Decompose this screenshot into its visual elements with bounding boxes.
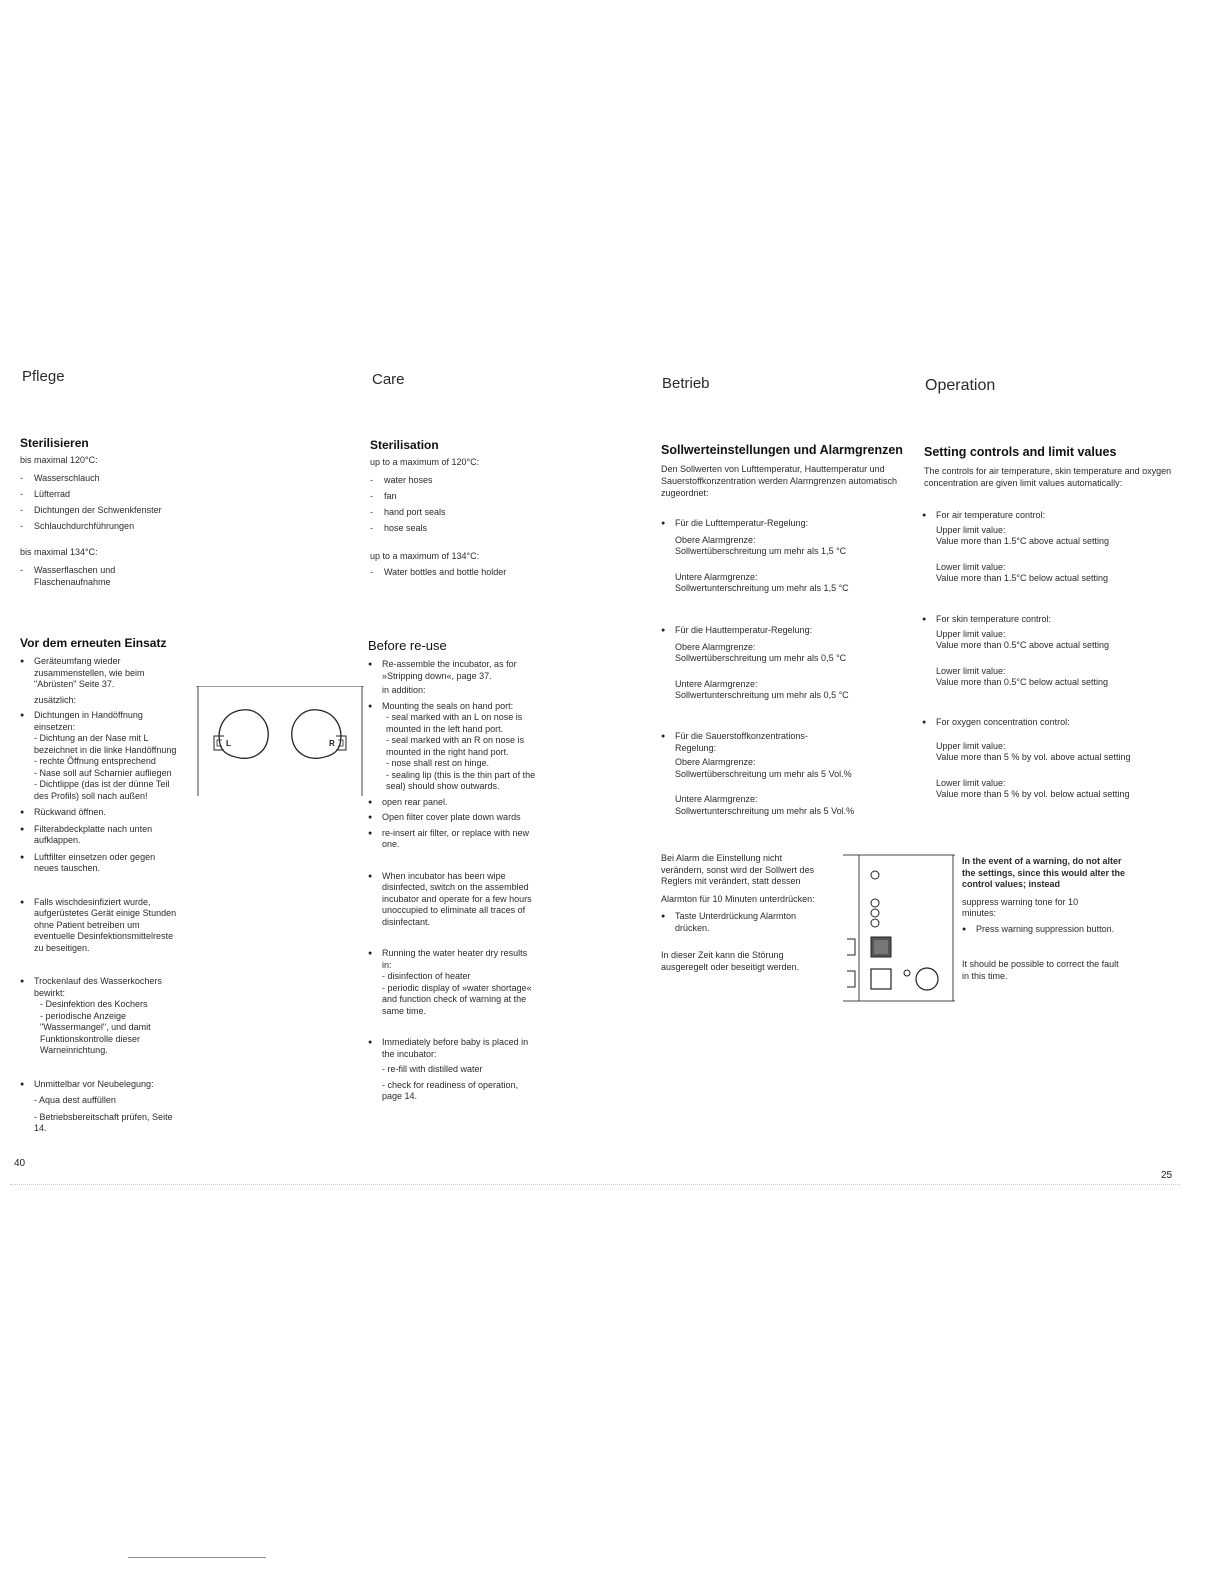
sub-item: - periodische Anzeige "Wassermangel", und damit Funktionskontrolle dieser Warneinrichtung. bbox=[40, 1010, 151, 1055]
seal-label-r: R bbox=[329, 739, 335, 748]
seal-illustration bbox=[196, 686, 364, 796]
vor-item-8: Unmittelbar vor Neubelegung: bbox=[34, 1078, 154, 1089]
sub-item: - sealing lip (this is the thin part of the seal) should show outwards. bbox=[386, 769, 536, 791]
group-title: For oxygen concentration control: bbox=[936, 717, 1070, 727]
before-item-2: Mounting the seals on hand port: bbox=[382, 700, 514, 711]
page-number-right: 25 bbox=[1161, 1170, 1173, 1181]
sub-item: - periodic display of »water shortage« and function check of warning at the same time. bbox=[382, 982, 532, 1016]
bottom-rule bbox=[128, 1557, 266, 1558]
before-item-7-sub bbox=[382, 971, 538, 1017]
before-item-6: When incubator has been wipe disinfected, switch on the assembled incubator and operate for a few hours unoccupied to eliminate all traces of disinfectant. bbox=[382, 870, 532, 927]
vor-item-2-sub bbox=[34, 733, 182, 802]
scan-noise-line bbox=[10, 1184, 1180, 1185]
lower-text: Value more than 0.5°C below actual setting bbox=[936, 677, 1109, 687]
list-item: - Water bottles and bottle holder bbox=[370, 566, 560, 578]
alarm-text: Bei Alarm die Einstellung nicht verändern, sonst wird der Sollwert des Reglers mit verändert, statt dessen bbox=[661, 853, 815, 886]
list-item bbox=[922, 717, 1172, 729]
vor-item-1: Geräteumfang wieder zusammenstellen, wie beim "Abrüsten" Seite 37. bbox=[34, 656, 145, 689]
panel-illustration bbox=[843, 853, 957, 1003]
lower-text: Sollwertunterschreitung um mehr als 1,5 °C bbox=[675, 583, 849, 593]
upper-label: Upper limit value: bbox=[936, 740, 1006, 751]
before-addition: in addition: bbox=[382, 685, 426, 695]
sterilisation-intro1: up to a maximum of 120°C: bbox=[370, 457, 480, 467]
sterilisieren-intro1: bis maximal 120°C: bbox=[20, 455, 98, 465]
list-item bbox=[20, 852, 182, 875]
list-item bbox=[20, 710, 182, 802]
vor-item-3: Rückwand öffnen. bbox=[34, 807, 106, 817]
alarm-button-text: Taste Unterdrückung Alarmton drücken. bbox=[675, 911, 797, 933]
list-item: - Dichtungen der Schwenkfenster bbox=[20, 504, 190, 516]
sollwert-heading: Sollwerteinstellungen und Alarmgrenzen bbox=[661, 443, 903, 457]
list-item bbox=[922, 614, 1172, 626]
sub-item: - Nase soll auf Scharnier aufliegen bbox=[34, 767, 172, 778]
upper-text: Value more than 1.5°C above actual setting bbox=[936, 536, 1110, 546]
vor-item-7-sub bbox=[34, 999, 182, 1057]
list-item: - water hoses bbox=[370, 474, 560, 486]
lower-label: Lower limit value: bbox=[936, 561, 1006, 572]
sterilisation-list2 bbox=[370, 566, 560, 578]
sub-item: - Desinfektion des Kochers bbox=[40, 999, 148, 1009]
vor-zusatz: zusätzlich: bbox=[34, 694, 77, 705]
vor-item-6: Falls wischdesinfiziert wurde, aufgerüstetes Gerät einige Stunden ohne Patient betreiben um eventuelle Desinfektionsmittelreste zu beseitigen. bbox=[34, 896, 177, 953]
list-item bbox=[20, 897, 182, 955]
sterilisieren-intro2: bis maximal 134°C: bbox=[20, 547, 98, 557]
upper-label: Upper limit value: bbox=[936, 628, 1006, 639]
vor-list-2 bbox=[20, 710, 182, 1090]
setting-controls-heading: Setting controls and limit values bbox=[924, 445, 1117, 459]
lower-text: Value more than 1.5°C below actual setting bbox=[936, 573, 1109, 583]
sub-item: - Dichtlippe (das ist der dünne Teil des Profils) soll nach außen! bbox=[34, 779, 170, 801]
betrieb-group-2 bbox=[661, 625, 901, 702]
lower-label: Lower limit value: bbox=[936, 777, 1006, 788]
hand-port-seal-diagram bbox=[196, 686, 364, 796]
list-item bbox=[922, 510, 1172, 522]
vor-item-7: Trockenlauf des Wasserkochers bewirkt: bbox=[34, 976, 162, 998]
list-item bbox=[368, 701, 538, 793]
upper-text: Sollwertüberschreitung um mehr als 1,5 °C bbox=[675, 546, 847, 556]
upper-text: Sollwertüberschreitung um mehr als 5 Vol.% bbox=[675, 768, 852, 779]
correct-text: It should be possible to correct the fault in this time. bbox=[962, 959, 1119, 981]
before-item-5: re-insert air filter, or replace with new one. bbox=[382, 827, 530, 849]
sterilisieren-block bbox=[20, 436, 190, 592]
alarm-note: In dieser Zeit kann die Störung ausgeregelt oder beseitigt werden. bbox=[661, 950, 800, 972]
betrieb-group-3 bbox=[661, 731, 901, 817]
sub-item: - disinfection of heater bbox=[382, 971, 471, 981]
group-title: For skin temperature control: bbox=[936, 614, 1052, 624]
sterilisieren-list1 bbox=[20, 472, 190, 532]
sterilisation-block bbox=[370, 438, 560, 582]
operation-group-2 bbox=[922, 614, 1172, 689]
list-item bbox=[20, 824, 182, 847]
sub-item: - re-fill with distilled water bbox=[382, 1064, 483, 1074]
sterilisation-list1 bbox=[370, 474, 560, 534]
sterilisieren-heading: Sterilisieren bbox=[20, 436, 89, 450]
vor-item-8-sub bbox=[20, 1095, 182, 1135]
sub-item: - Aqua dest auffüllen bbox=[34, 1095, 116, 1105]
list-item: - Schlauchdurchführungen bbox=[20, 520, 190, 532]
upper-label: Upper limit value: bbox=[936, 524, 1006, 535]
lower-label: Untere Alarmgrenze: bbox=[675, 678, 758, 689]
lower-label: Untere Alarmgrenze: bbox=[675, 571, 758, 582]
setting-controls-block bbox=[924, 445, 1184, 489]
upper-text: Value more than 5 % by vol. above actual setting bbox=[936, 752, 1131, 762]
list-item bbox=[368, 797, 538, 809]
list-item bbox=[661, 625, 901, 637]
before-item-8: Immediately before baby is placed in the incubator: bbox=[382, 1037, 529, 1059]
vor-item-2: Dichtungen in Handöffnung einsetzen: bbox=[34, 710, 143, 732]
upper-label: Obere Alarmgrenze: bbox=[675, 534, 756, 545]
column-care bbox=[372, 371, 572, 388]
lower-text: Value more than 5 % by vol. below actual setting bbox=[936, 789, 1130, 799]
sub-item: - seal marked with an R on nose is mounted in the right hand port. bbox=[386, 735, 525, 757]
list-item bbox=[368, 1037, 538, 1060]
list-item bbox=[20, 1079, 182, 1091]
section-title-care: Care bbox=[372, 371, 405, 388]
list-item bbox=[368, 871, 538, 929]
page-number-left: 40 bbox=[14, 1158, 26, 1169]
lower-label: Lower limit value: bbox=[936, 665, 1006, 676]
sterilisation-heading: Sterilisation bbox=[370, 438, 439, 452]
section-title-operation: Operation bbox=[925, 377, 996, 394]
before-item-1: Re-assemble the incubator, as for »Stripping down«, page 37. bbox=[382, 659, 517, 681]
column-betrieb bbox=[662, 375, 862, 392]
group-title: Für die Hauttemperatur-Regelung: bbox=[675, 625, 813, 635]
section-title-pflege: Pflege bbox=[22, 368, 65, 385]
before-item-3: open rear panel. bbox=[382, 796, 448, 807]
column-pflege bbox=[22, 368, 192, 385]
vor-list bbox=[20, 656, 182, 691]
sub-item: - Betriebsbereitschaft prüfen, Seite 14. bbox=[34, 1111, 173, 1133]
before-item-7: Running the water heater dry results in: bbox=[382, 948, 528, 970]
list-item bbox=[962, 924, 1127, 936]
sollwert-intro: Den Sollwerten von Lufttemperatur, Hauttemperatur und Sauerstoffkonzentration werden Alarmgrenzen automatisch zugeordnet: bbox=[661, 464, 897, 498]
vor-item-5: Luftfilter einsetzen oder gegen neues tauschen. bbox=[34, 851, 156, 873]
control-panel-diagram bbox=[843, 853, 957, 1003]
sollwert-block bbox=[661, 443, 911, 499]
list-item: - Wasserschlauch bbox=[20, 472, 190, 484]
upper-label: Obere Alarmgrenze: bbox=[675, 641, 756, 652]
list-item bbox=[661, 911, 821, 934]
list-item: - fan bbox=[370, 490, 560, 502]
group-title: For air temperature control: bbox=[936, 510, 1046, 520]
operation-group-1 bbox=[922, 510, 1172, 585]
before-item-4: Open filter cover plate down wards bbox=[382, 812, 521, 822]
before-item-8-sub bbox=[368, 1064, 538, 1103]
before-reuse-block bbox=[368, 638, 538, 1103]
before-list-2 bbox=[368, 701, 538, 1061]
group-title: Für die Sauerstoffkonzentrations-Regelung: bbox=[675, 731, 808, 753]
betrieb-group-1 bbox=[661, 518, 901, 595]
operation-group-3 bbox=[922, 717, 1172, 801]
upper-label: Obere Alarmgrenze: bbox=[675, 757, 756, 767]
before-item-2-sub bbox=[382, 712, 538, 793]
list-item bbox=[368, 659, 538, 682]
vor-dem-einsatz-block bbox=[20, 636, 182, 1135]
column-operation bbox=[925, 377, 1125, 395]
section-title-betrieb: Betrieb bbox=[662, 375, 710, 392]
sub-item: - Dichtung an der Nase mit L bezeichnet in die linke Handöffnung bbox=[34, 733, 177, 755]
suppress-text: suppress warning tone for 10 minutes: bbox=[962, 896, 1079, 918]
seal-label-l: L bbox=[226, 739, 231, 748]
lower-text: Sollwertunterschreitung um mehr als 5 Vol.% bbox=[675, 805, 855, 816]
list-item: - hose seals bbox=[370, 522, 560, 534]
sub-item: - seal marked with an L on nose is mounted in the left hand port. bbox=[386, 712, 523, 734]
alarm-suppress: Alarmton für 10 Minuten unterdrücken: bbox=[661, 893, 815, 904]
sub-item: - check for readiness of operation, page 14. bbox=[382, 1079, 519, 1101]
list-item bbox=[368, 828, 538, 851]
sterilisation-intro2: up to a maximum of 134°C: bbox=[370, 551, 480, 561]
list-item bbox=[20, 807, 182, 819]
list-item bbox=[368, 948, 538, 1017]
list-item bbox=[661, 731, 901, 754]
warning-block bbox=[962, 856, 1127, 982]
list-item: - Wasserflaschen und Flaschenaufnahme bbox=[20, 564, 174, 588]
vor-item-4: Filterabdeckplatte nach unten aufklappen. bbox=[34, 823, 153, 845]
alarm-block bbox=[661, 853, 821, 973]
setting-controls-intro: The controls for air temperature, skin temperature and oxygen concentration are given limit values automatically: bbox=[924, 466, 1172, 488]
list-item bbox=[661, 518, 901, 530]
lower-text: Sollwertunterschreitung um mehr als 0,5 °C bbox=[675, 690, 849, 700]
group-title: Für die Lufttemperatur-Regelung: bbox=[675, 518, 809, 528]
upper-text: Value more than 0.5°C above actual setting bbox=[936, 640, 1110, 650]
list-item bbox=[368, 812, 538, 824]
vor-heading: Vor dem erneuten Einsatz bbox=[20, 636, 167, 650]
before-list bbox=[368, 659, 538, 682]
list-item bbox=[20, 656, 182, 691]
upper-text: Sollwertüberschreitung um mehr als 0,5 °C bbox=[675, 653, 847, 663]
list-item bbox=[20, 976, 182, 1057]
sub-item: - rechte Öffnung entsprechend bbox=[34, 756, 156, 766]
lower-label: Untere Alarmgrenze: bbox=[675, 794, 758, 804]
warning-text: In the event of a warning, do not alter the settings, since this would alter the control values; instead bbox=[962, 856, 1126, 889]
list-item: - Lüfterrad bbox=[20, 488, 190, 500]
list-item: - hand port seals bbox=[370, 506, 560, 518]
press-text: Press warning suppression button. bbox=[976, 923, 1115, 934]
sub-item: - nose shall rest on hinge. bbox=[386, 758, 490, 768]
before-heading: Before re-use bbox=[368, 638, 447, 653]
sterilisieren-list2 bbox=[20, 564, 190, 588]
